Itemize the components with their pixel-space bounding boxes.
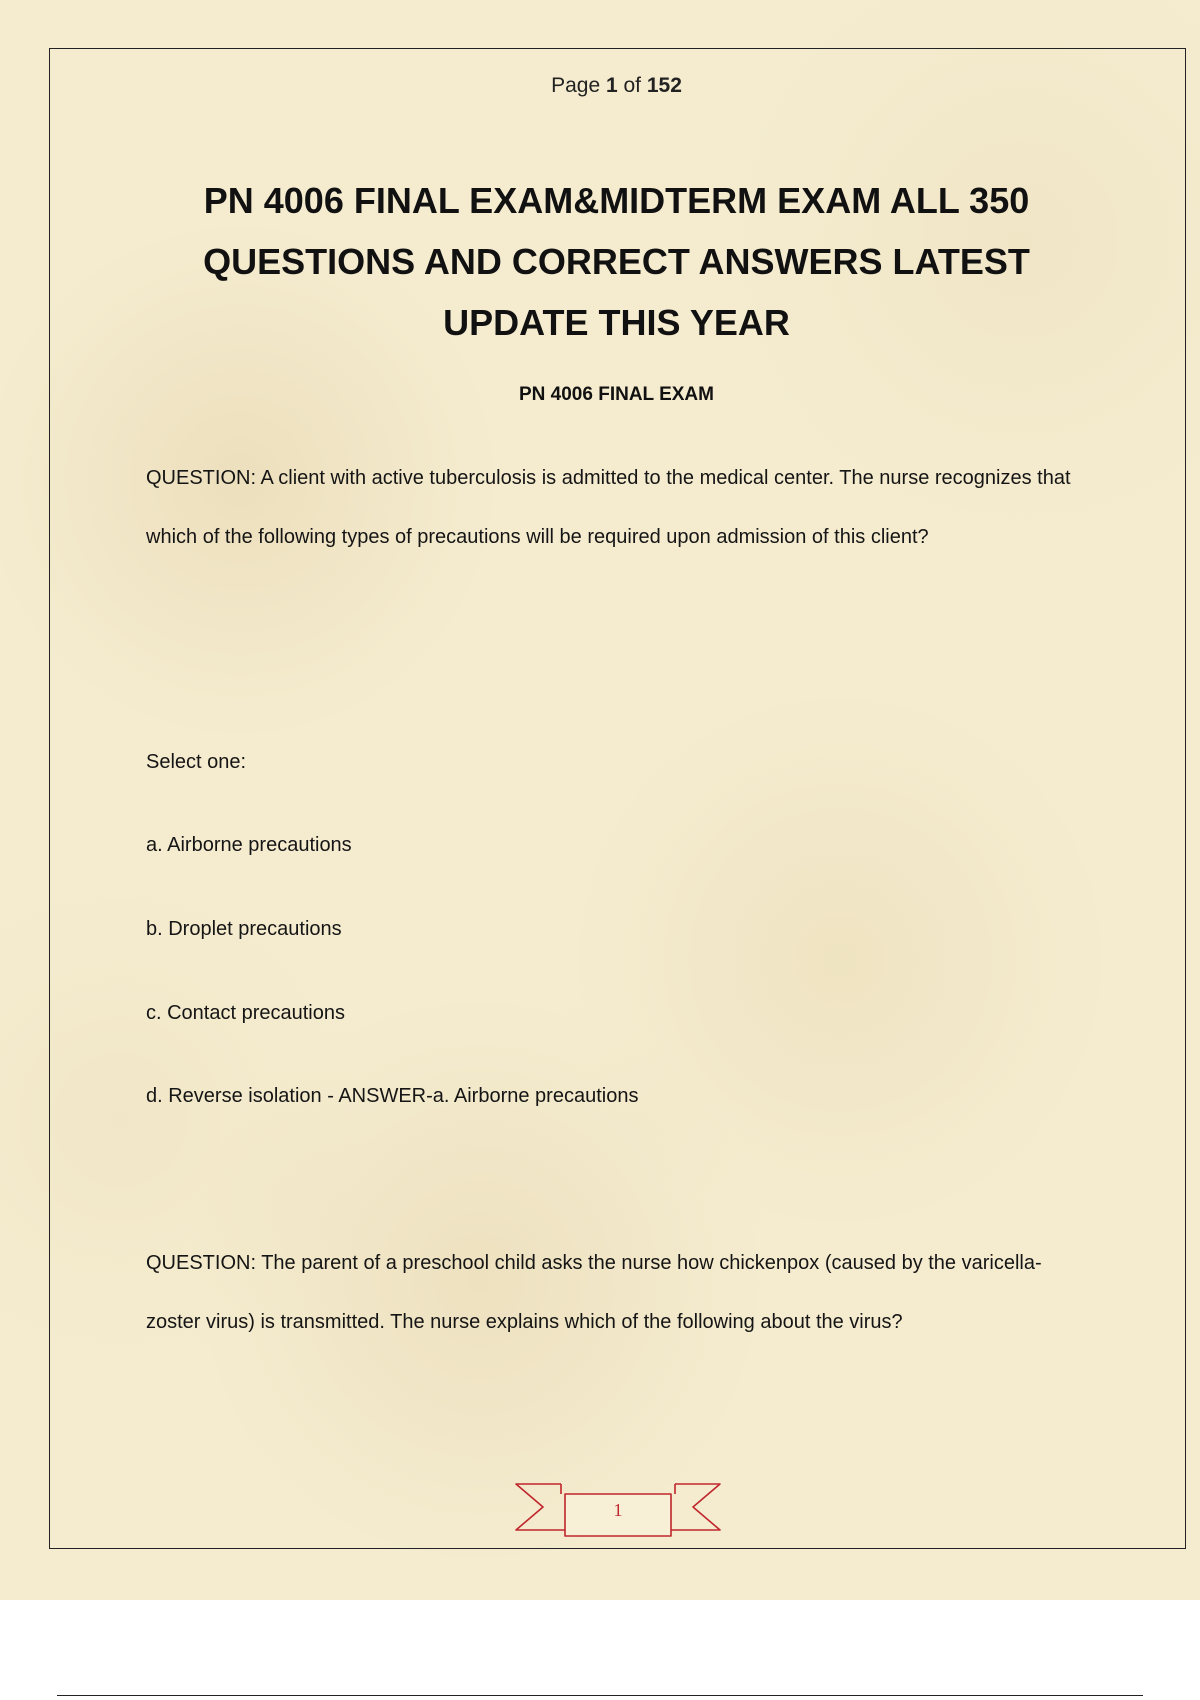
question-1-option-c: c. Contact precautions: [146, 1002, 345, 1024]
page-number-ribbon: [513, 1480, 723, 1540]
page-number: 1: [613, 1500, 623, 1520]
page-prefix: Page: [551, 74, 601, 97]
question-1-text: QUESTION: A client with active tuberculosis is admitted to the medical center. The nurse recognizes that which of the following types of precautions will be required upon admission of this client?: [146, 467, 1071, 548]
question-2-text: QUESTION: The parent of a preschool child asks the nurse how chickenpox (caused by the varicella-zoster virus) is transmitted. The nurse explains which of the following about the virus?: [146, 1252, 1042, 1333]
question-1-option-a: a. Airborne precautions: [146, 834, 352, 856]
question-1-option-d-answer: d. Reverse isolation - ANSWER-a. Airborne precautions: [146, 1085, 639, 1107]
question-1-option-b: b. Droplet precautions: [146, 918, 342, 940]
document-title: PN 4006 FINAL EXAM&MIDTERM EXAM ALL 350 QUESTIONS AND CORRECT ANSWERS LATEST UPDATE THIS YEAR: [203, 180, 1030, 343]
page-total: 152: [646, 74, 682, 97]
page-current: 1: [605, 74, 618, 97]
question-1-prompt: Select one:: [146, 751, 247, 773]
document-subtitle: PN 4006 FINAL EXAM: [519, 384, 714, 405]
footer-divider: [57, 1695, 1143, 1696]
page-of: of: [623, 74, 642, 97]
page-indicator: [0, 74, 1200, 98]
